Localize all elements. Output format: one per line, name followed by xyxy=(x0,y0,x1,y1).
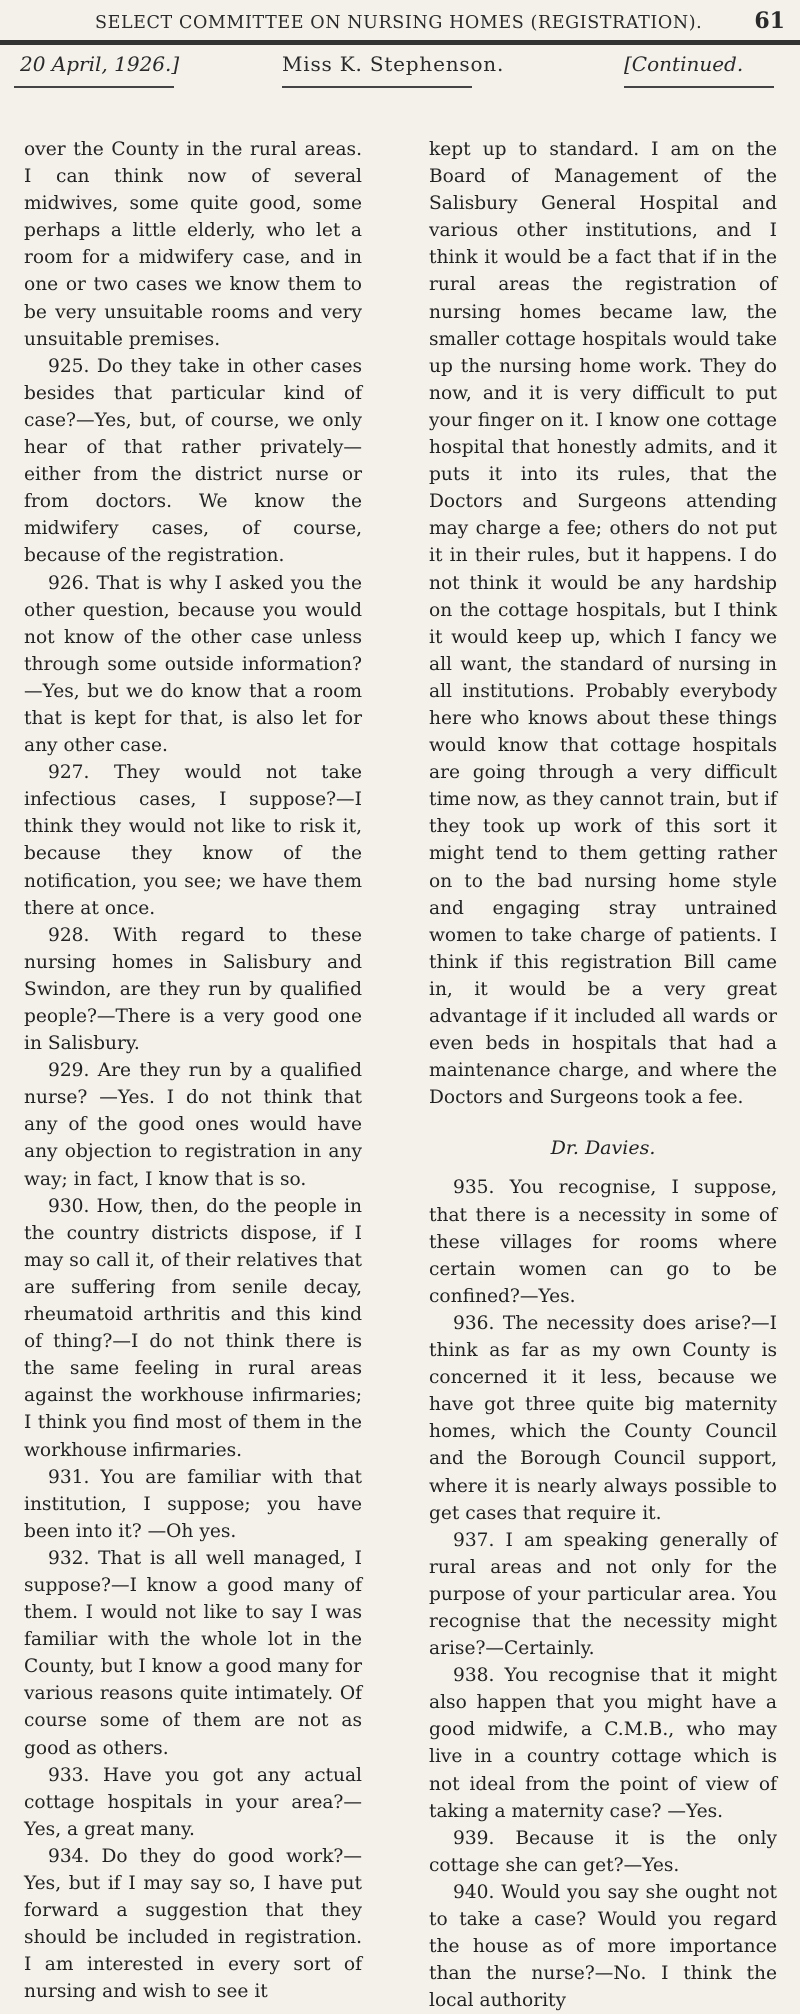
paragraph: 933. Have you got any actual cottage hospitals in your area?—Yes, a great many. xyxy=(24,1764,362,1840)
paragraph: 929. Are they run by a qualified nurse? —Yes. I do not think that any of the good ones would have any objection to registration in any way; in fact, I know that is so. xyxy=(24,1060,362,1190)
sitting-date: 20 April, 1926.] xyxy=(20,52,180,76)
right-column xyxy=(429,136,777,2014)
paragraph: 927. They would not take infectious cases, I suppose?—I think they would not like to risk it, because they know of the notification, you see; we have them there at once. xyxy=(24,762,362,919)
sub-rule-left xyxy=(14,86,174,88)
paragraph: 935. You recognise, I suppose, that there is a necessity in some of these villages for rooms where certain women can go to be confined?—Yes. xyxy=(429,1177,777,1307)
paragraph: 937. I am speaking generally of rural areas and not only for the purpose of your particular area. You recognise that the necessity might arise?—Certainly. xyxy=(429,1529,777,1660)
paragraph: 925. Do they take in other cases besides that particular kind of case?—Yes, but, of course, we only hear of that rather privately—either from the district nurse or from doctors. We know the midwifery cases, of course, because of the registration. xyxy=(24,355,362,567)
witness-name: Miss K. Stephenson. xyxy=(282,52,505,76)
paragraph: 936. The necessity does arise?—I think as far as my own County is concerned it it less, because we have got three quite big maternity homes, which the County Council and the Borough Council support, where it is nearly always possible to get cases that require it. xyxy=(429,1312,777,1524)
sub-rule-right xyxy=(624,86,774,88)
page-number: 61 xyxy=(754,8,785,34)
paragraph: 938. You recognise that it might also happen that you might have a good midwife, a C.M.B., who may live in a country cottage which is not ideal from the point of view of taking a maternity case? —Yes. xyxy=(429,1665,777,1822)
paragraph: 934. Do they do good work?—Yes, but if I may say so, I have put forward a suggestion that they should be included in registration. I am interested in every sort of nursing and wish to see it xyxy=(24,1845,362,2003)
paragraph: 932. That is all well managed, I suppose?—I know a good many of them. I would not like to say I was familiar with the whole lot in the County, but I know a good many for various reasons quite intimately. Of course some of them are not as good as others. xyxy=(24,1547,362,1759)
speaker-heading: Dr. Davies. xyxy=(550,1137,656,1160)
continued-label: [Continued. xyxy=(624,52,744,76)
paragraph: 926. That is why I asked you the other question, because you would not know of the other case unless through some outside information?—Yes, but we do know that a room that is kept for that, is also let for any other case. xyxy=(24,572,362,757)
sub-header xyxy=(0,50,800,84)
paragraph: 931. You are familiar with that institution, I suppose; you have been into it? —Oh yes. xyxy=(24,1466,362,1542)
paragraph: 939. Because it is the only cottage she can get?—Yes. xyxy=(429,1827,777,1876)
running-header xyxy=(95,8,785,34)
paragraph: 930. How, then, do the people in the country districts dispose, if I may so call it, of their relatives that are suffering from senile decay, rheumatoid arthritis and this kind of thing?—I do not think there is the same feeling in rural areas against the workhouse infirmaries; I think you find most of them in the workhouse infirmaries. xyxy=(24,1195,362,1461)
header-rule xyxy=(0,40,800,45)
paragraph: 928. With regard to these nursing homes in Salisbury and Swindon, are they run by qualified people?—There is a very good one in Salisbury. xyxy=(24,924,362,1055)
paragraph: over the County in the rural areas. I can think now of several midwives, some quite good, some perhaps a little elderly, who let a room for a midwifery case, and in one or two cases we know them to be very unsuitable rooms and very unsuitable premises. xyxy=(24,139,362,350)
left-column xyxy=(24,136,362,2005)
paragraph: 940. Would you say she ought not to take a case? Would you regard the house as of more importance than the nurse?—No. I think the local authority xyxy=(429,1881,777,2012)
paragraph: kept up to standard. I am on the Board of Management of the Salisbury General Hospital and various other institutions, and I think it would be a fact that if in the rural areas the registration of nursing homes became law, the smaller cottage hospitals would take up the nursing home work. They do now, and it is very difficult to put your finger on it. I know one cottage hospital that honestly admits, and it puts it into its rules, that the Doctors and Surgeons attending may charge a fee; others do not put it in their rules, but it happens. I do not think it would be any hardship on the cottage hospitals, but I think it would keep up, which I fancy we all want, the standard of nursing in all institutions. Probably everybody here who knows about these things would know that cottage hospitals are going through a very difficult time now, as they cannot train, but if they took up work of this sort it might tend to them getting rather on to the bad nursing home style and engaging stray untrained women to take charge of patients. I think if this registration Bill came in, it would be a very great advantage if it included all wards or even beds in hospitals that had a maintenance charge, and where the Doctors and Surgeons took a fee. xyxy=(429,139,777,1109)
sub-rule-middle xyxy=(282,86,472,88)
running-title: SELECT COMMITTEE ON NURSING HOMES (REGISTRATION). xyxy=(95,13,703,33)
